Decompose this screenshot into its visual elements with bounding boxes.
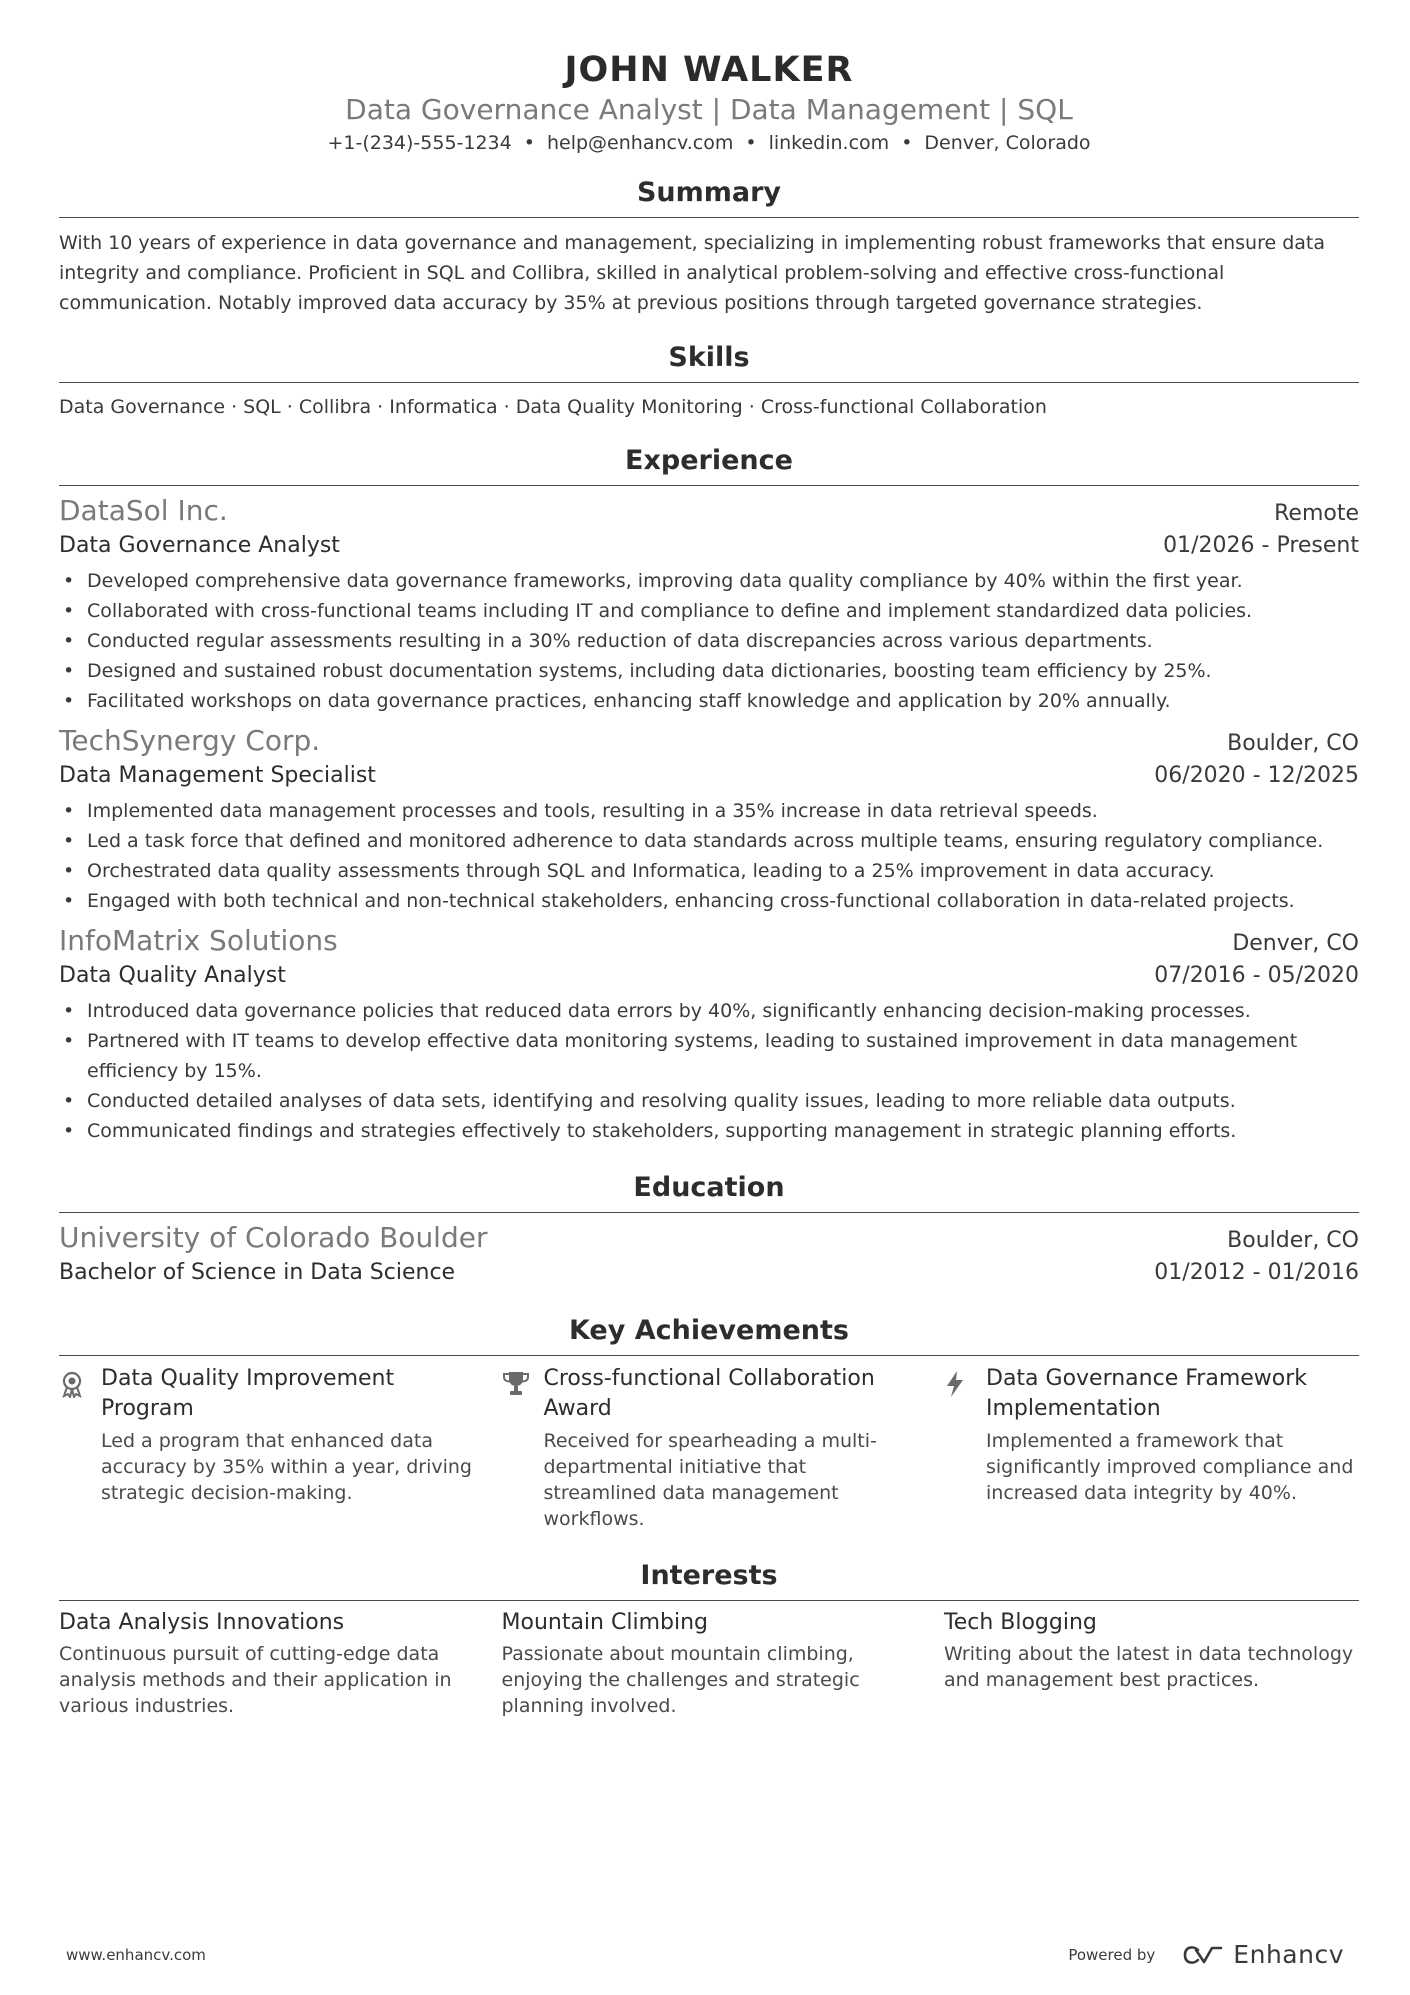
summary-text: With 10 years of experience in data governance and management, specializing in implementing robust frameworks that ensure data integrity and compliance. Proficient in SQL and Collibra, skilled in analytical problem-solving and effective cross-functional communication. Notably improved data accuracy by 35% at previous positions through targeted governance strategies. — [59, 232, 1325, 314]
interest-item — [944, 1607, 1359, 1719]
job-entry — [59, 922, 1359, 1146]
section-title-achievements: Key Achievements — [59, 1313, 1359, 1356]
education-entry — [59, 1219, 1359, 1289]
job-bullet: • Engaged with both technical and non-technical stakeholders, enhancing cross-functional collaboration in data-related projects. — [59, 886, 1359, 916]
job-bullet: • Communicated findings and strategies effectively to stakeholders, supporting management in strategic planning efforts. — [59, 1116, 1359, 1146]
enhancv-logo-icon — [1181, 1944, 1225, 1966]
resume-header — [59, 0, 1359, 157]
job-company: InfoMatrix Solutions — [59, 924, 338, 957]
section-title-skills: Skills — [59, 340, 1359, 383]
education-section — [59, 1170, 1359, 1289]
section-title-summary: Summary — [59, 175, 1359, 218]
contact-location: Denver, Colorado — [924, 132, 1091, 154]
footer-website-link[interactable]: www.enhancv.com — [66, 1945, 206, 1964]
achievement-description: Led a program that enhanced data accuracy by 35% within a year, driving strategic decision-making. — [101, 1430, 472, 1504]
contact-separator: • — [745, 132, 757, 154]
achievement-title: Data Governance Framework Implementation — [986, 1366, 1308, 1421]
job-bullet: • Developed comprehensive data governance frameworks, improving data quality compliance by 40% within the first year. — [59, 566, 1359, 596]
skills-section — [59, 340, 1359, 421]
contact-separator: • — [901, 132, 913, 154]
job-bullets — [59, 566, 1359, 716]
experience-section — [59, 443, 1359, 1146]
contact-separator: • — [523, 132, 535, 154]
interest-title: Mountain Climbing — [501, 1610, 708, 1635]
job-dates: 01/2026 - Present — [1163, 533, 1359, 558]
job-bullet: • Partnered with IT teams to develop effective data monitoring systems, leading to sustained improvement in data management efficiency by 15%. — [59, 1026, 1359, 1086]
interests-section — [59, 1558, 1359, 1719]
job-dates: 07/2016 - 05/2020 — [1154, 963, 1359, 988]
job-location: Remote — [1274, 501, 1359, 526]
candidate-name: JOHN WALKER — [564, 50, 854, 90]
job-entry — [59, 492, 1359, 716]
achievement-item — [944, 1364, 1359, 1532]
achievement-item — [59, 1364, 474, 1532]
job-bullet: • Introduced data governance policies that reduced data errors by 40%, significantly enhancing decision-making processes. — [59, 996, 1359, 1026]
section-title-education: Education — [59, 1170, 1359, 1213]
job-entry — [59, 722, 1359, 916]
resume-page — [59, 0, 1359, 1995]
job-bullet: • Led a task force that defined and monitored adherence to data standards across multiple teams, ensuring regulatory compliance. — [59, 826, 1359, 856]
trophy-icon — [502, 1364, 544, 1532]
job-bullets — [59, 796, 1359, 916]
job-role: Data Management Specialist — [59, 763, 376, 788]
achievement-item — [502, 1364, 917, 1532]
interest-description: Continuous pursuit of cutting-edge data analysis methods and their application in various industries. — [59, 1643, 452, 1717]
education-degree: Bachelor of Science in Data Science — [59, 1260, 456, 1285]
job-location: Denver, CO — [1232, 931, 1359, 956]
achievement-description: Received for spearheading a multi-departmental initiative that streamlined data management workflows. — [543, 1430, 877, 1530]
interest-description: Passionate about mountain climbing, enjoying the challenges and strategic planning involved. — [501, 1643, 860, 1717]
interest-title: Tech Blogging — [944, 1610, 1097, 1635]
achievement-title: Data Quality Improvement Program — [101, 1366, 395, 1421]
job-location: Boulder, CO — [1227, 731, 1359, 756]
job-company: TechSynergy Corp. — [59, 724, 321, 757]
job-bullet: • Conducted regular assessments resulting in a 30% reduction of data discrepancies across various departments. — [59, 626, 1359, 656]
interest-description: Writing about the latest in data technology and management best practices. — [944, 1643, 1354, 1691]
candidate-headline: Data Governance Analyst | Data Management | SQL — [345, 93, 1073, 126]
interest-item — [59, 1607, 474, 1719]
contact-email[interactable]: help@enhancv.com — [546, 132, 734, 154]
job-bullet: • Collaborated with cross-functional teams including IT and compliance to define and implement standardized data policies. — [59, 596, 1359, 626]
education-dates: 01/2012 - 01/2016 — [1154, 1260, 1359, 1285]
job-role: Data Governance Analyst — [59, 533, 340, 558]
section-title-experience: Experience — [59, 443, 1359, 486]
enhancv-brand-name: Enhancv — [1233, 1940, 1344, 1969]
powered-by-label: Powered by — [1068, 1945, 1156, 1964]
job-bullet: • Conducted detailed analyses of data sets, identifying and resolving quality issues, leading to more reliable data outputs. — [59, 1086, 1359, 1116]
lightning-bolt-icon — [944, 1364, 986, 1532]
skills-list: Data Governance · SQL · Collibra · Informatica · Data Quality Monitoring · Cross-functional Collaboration — [59, 396, 1047, 418]
job-bullet: • Orchestrated data quality assessments through SQL and Informatica, leading to a 25% improvement in data accuracy. — [59, 856, 1359, 886]
contact-phone: +1-(234)-555-1234 — [327, 132, 512, 154]
job-bullets — [59, 996, 1359, 1146]
education-school: University of Colorado Boulder — [59, 1221, 488, 1254]
job-dates: 06/2020 - 12/2025 — [1154, 763, 1359, 788]
interest-item — [502, 1607, 917, 1719]
achievement-description: Implemented a framework that significantly improved compliance and increased data integrity by 40%. — [986, 1430, 1354, 1504]
contact-line — [59, 129, 1359, 157]
contact-linkedin[interactable]: linkedin.com — [768, 132, 890, 154]
achievement-title: Cross-functional Collaboration Award — [543, 1366, 875, 1421]
job-role: Data Quality Analyst — [59, 963, 286, 988]
summary-section — [59, 175, 1359, 318]
job-bullet: • Designed and sustained robust documentation systems, including data dictionaries, boosting team efficiency by 25%. — [59, 656, 1359, 686]
enhancv-logo[interactable] — [1181, 1940, 1344, 1969]
job-bullet: • Implemented data management processes and tools, resulting in a 35% increase in data retrieval speeds. — [59, 796, 1359, 826]
section-title-interests: Interests — [59, 1558, 1359, 1601]
job-bullet: • Facilitated workshops on data governance practices, enhancing staff knowledge and application by 20% annually. — [59, 686, 1359, 716]
job-company: DataSol Inc. — [59, 494, 228, 527]
education-location: Boulder, CO — [1227, 1228, 1359, 1253]
award-medal-icon — [59, 1364, 101, 1532]
interest-title: Data Analysis Innovations — [59, 1610, 345, 1635]
page-footer — [66, 1940, 1344, 1969]
achievements-section — [59, 1313, 1359, 1532]
